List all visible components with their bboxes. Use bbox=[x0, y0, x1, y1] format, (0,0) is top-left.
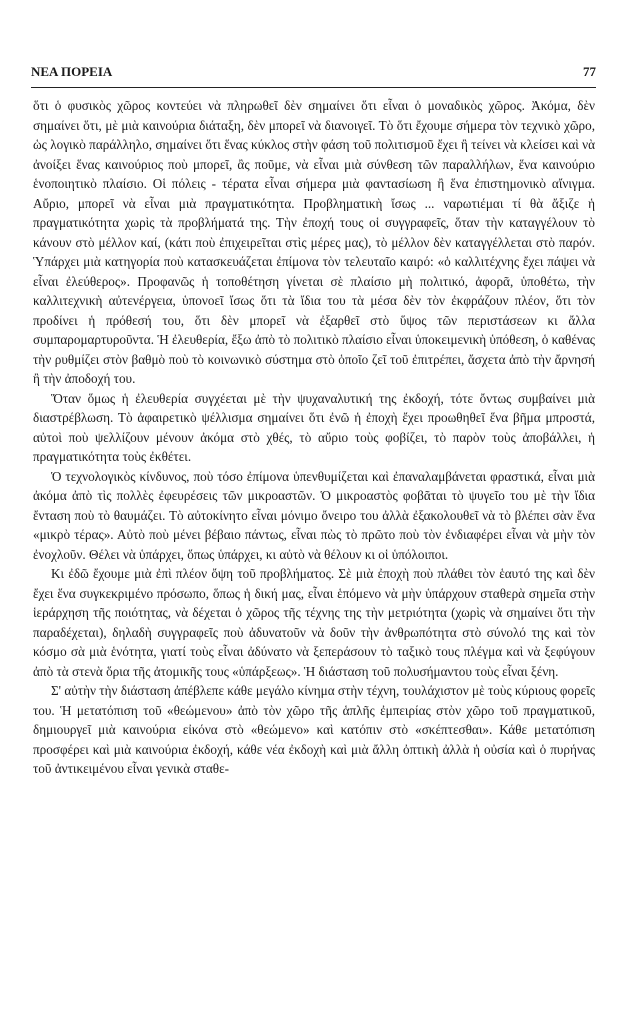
header-rule bbox=[31, 87, 596, 88]
paragraph: Σ' αὐτὴν τὴν διάσταση ἀπέβλεπε κάθε μεγάλο κίνημα στὴν τέχνη, τουλάχιστον μὲ τοὺς κύριους φορεῖς του. Ἡ μετατόπιση τοῦ «θεώμενου» ἀπὸ τὸν χῶρο τῆς ἁπλῆς ἐμπειρίας στὸν χῶρο τοῦ πραγματικοῦ, δημιουργεῖ μιὰ καινούρια εἰκόνα στὸ «θεώμενο» καὶ κατόπιν στὸ «σκέπτεσθαι». Κάθε μετατόπιση προσφέρει καὶ μιὰ καινούρια ἐκδοχή, κάθε νέα ἐκδοχὴ καὶ μιὰ ἄλλη ὀπτικὴ ἀλλὰ ἡ οὐσία καὶ ὁ πυρήνας τοῦ ἀντικειμένου εἶναι γενικὰ σταθε- bbox=[33, 683, 595, 776]
body-text bbox=[33, 96, 595, 779]
page-number: 77 bbox=[583, 64, 596, 79]
running-title: ΝΕΑ ΠΟΡΕΙΑ bbox=[31, 64, 113, 79]
paragraph: Ὅταν ὅμως ἡ ἐλευθερία συγχέεται μὲ τὴν ψυχαναλυτική της ἐκδοχή, τότε ὄντως συμβαίνει μιὰ διαστρέβλωση. Τὸ ἀφαιρετικὸ ψέλλισμα σημαίνει ὅτι ἐνῶ ἡ ἐποχὴ ἔχει προωθηθεῖ ἕνα βῆμα μπροστά, αὐτοὶ ποὺ ψελλίζουν μένουν ἀκόμα στὸ χθές, τὸ αὔριο τοὺς φοβίζει, τὸ παρὸν τοὺς ἀποβάλλει, ἡ πραγματικότητα τοὺς ἐκθέτει. bbox=[33, 390, 595, 464]
paragraph: Ὁ τεχνολογικὸς κίνδυνος, ποὺ τόσο ἐπίμονα ὑπενθυμίζεται καὶ ἐπαναλαμβάνεται φραστικά, εἶναι μιὰ ἀκόμα ἀπὸ τὶς πολλὲς ἐφευρέσεις τῶν μικροαστῶν. Ὁ μικροαστὸς φοβᾶται τὸ ψυγεῖο του μὲ τὴν ἴδια ἔνταση ποὺ τὸ θαυμάζει. Τὸ αὐτοκίνητο εἶναι μόνιμο ὄνειρο του ἀλλὰ ἐξακολουθεῖ νὰ τὸ βλέπει σὰν ἕνα «μικρὸ τέρας». Αὐτὸ ποὺ μένει βέβαιο πάντως, εἶναι πὼς τὸ πρῶτο ποὺ τὸν ἐνδιαφέρει εἶναι νὰ μὴν τὸν ἐνοχλοῦν. Θέλει νὰ ὑπάρχει, ὅπως ὑπάρχει, κι αὐτὸ νὰ θέλουν κι οἱ ὑπόλοιποι. bbox=[33, 468, 595, 562]
paragraph: ὅτι ὁ φυσικὸς χῶρος κοντεύει νὰ πληρωθεῖ δὲν σημαίνει ὅτι εἶναι ὁ μοναδικὸς χῶρος. Ἀκόμα, δὲν σημαίνει ὅτι, μὲ μιὰ καινούρια διάταξη, δὲν μπορεῖ νὰ διανοιγεῖ. Τὸ ὅτι ἔχουμε σήμερα τὸν τεχνικὸ χῶρο, ὡς λογικὸ παράλληλο, σημαίνει ὅτι ἕνας κύκλος στὴν φάση τοῦ πολιτισμοῦ ἔχει ἢ τείνει νὰ κλείσει καὶ νὰ ἀνοίξει ἕνας καινούριος ποὺ μπορεῖ, ἂς ποῦμε, νὰ εἶναι μιὰ σύνθεση τῶν παραλλήλων, ἕνα καινούριο ἑνοποιητικὸ πλαίσιο. Οἱ πόλεις - τέρατα εἶναι σήμερα μιὰ φαντασίωση ἢ ἕνα ἐπιστημονικὸ αἴνιγμα. Αὔριο, μπορεῖ νὰ εἶναι μιὰ πραγματικότητα. Προβληματικὴ ἴσως ... ναρωτιέμαι τί θὰ ἄξιζε ἡ πραγματικότητα χωρὶς τὰ προβλήματά της. Τὴν ἐποχή τους οἱ συγγραφεῖς, ὅταν τὴν καταγγέλουν τὸ κάνουν στὸ μέλλον καί, (κάτι ποὺ ἐπιχειρεῖται στὶς μέρες μας), τὸ μέλλον δὲν καταγγέλλεται στὸ παρόν. Ὑπάρχει μιὰ κατηγορία ποὺ κατασκευάζεται ἐπίμονα τὸν τελευταῖο καιρό: «ὁ καλλιτέχνης ἔχει πάψει νὰ εἶναι ἐλεύθερος». Προφανῶς ἡ τοποθέτηση γίνεται σὲ πλαίσιο μὴ πολιτικό, ἀφορᾶ, ὑποθέτω, τὴν καλλιτεχνικὴ αὐτενέργεια, ὑπονοεῖ ἴσως ὅτι τὰ ἴδια του τὰ μέσα δὲν τὸν ἐκφράζουν πλέον, ὅτι τὸν προδίνει ἡ πρόθεσή του, ὅτι δὲν μπορεῖ νὰ ἐξαρθεῖ στὸ ὕψος τῶν περιστάσεων κι ἄλλα συμπαρομαρτυροῦντα. Ἡ ἐλευθερία, ἔξω ἀπὸ τὸ πολιτικὸ πλαίσιο εἶναι ὑποκειμενικὴ ὑπόθεση, ὁ καθένας τὴν ρυθμίζει στὸν βαθμὸ ποὺ τὸ κοινωνικὸ σύστημα στὸ ὁποῖο ζεῖ τοῦ ἐπιτρέπει, ἄσχετα ἀπὸ τὴν ἄρνησή ἢ τὴν ἀποδοχή του. bbox=[33, 98, 595, 386]
page-header bbox=[31, 64, 596, 86]
paragraph: Κι ἐδῶ ἔχουμε μιὰ ἐπὶ πλέον ὄψη τοῦ προβλήματος. Σὲ μιὰ ἐποχὴ ποὺ πλάθει τὸν ἑαυτό της καὶ δὲν ἔχει ἕνα συγκεκριμένο πρόσωπο, ὅπως ἡ δική μας, εἶναι ἑπόμενο νὰ μὴν ὑπάρχουν σταθερὰ σημεῖα στὴν ἱεράρχηση τῆς ποιότητας, νὰ δέχεται ὁ χῶρος τῆς τέχνης της τὴν μετριότητα (χωρὶς νὰ σημαίνει ὅτι τὴν παραδέχεται), δηλαδὴ συγγραφεῖς ποὺ ἀδυνατοῦν νὰ δοῦν τὴν ἀνθρωπότητα στὸ σύνολό της καὶ τὸν κόσμο σὰ μιὰ ἑνότητα, γιατί τοὺς εἶναι ἀδύνατο νὰ ξεπεράσουν τὸ ταξικὸ τους πλέγμα καὶ νὰ ξεφύγουν ἀπὸ τὰ στενὰ ὅρια τῆς ἀτομικῆς τους «ὑπάρξεως». Ἡ διάσταση τοῦ πολυσήμαντου τοὺς εἶναι ξένη. bbox=[33, 566, 595, 679]
